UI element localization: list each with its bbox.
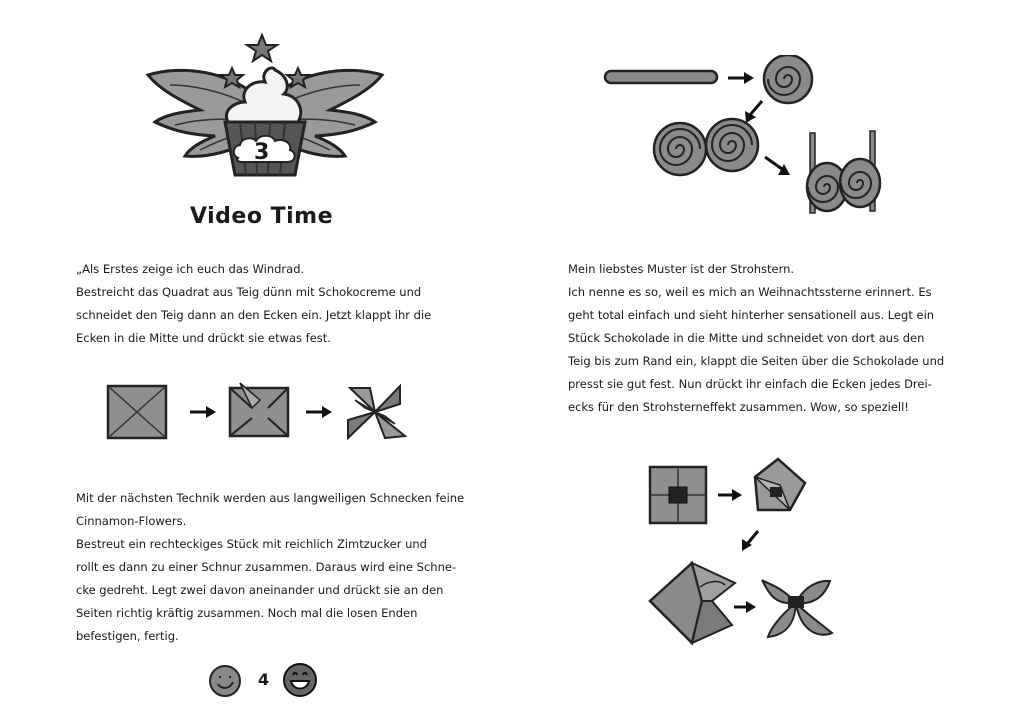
cinnamon-roll-steps-illustration	[600, 55, 890, 230]
left-paragraph-1	[76, 258, 431, 350]
straw-star-icon	[762, 580, 832, 637]
right-paragraph-1	[568, 258, 944, 419]
text-line: rollt es dann zu einer Schnur zusammen. Daraus wird eine Schne-	[76, 560, 457, 574]
arrow-right-icon	[190, 406, 216, 418]
text-line: Bestreicht das Quadrat aus Teig dünn mit Schokocreme und	[76, 285, 422, 299]
dough-square-chocolate-icon	[650, 467, 706, 523]
straw-star-steps-illustration	[640, 455, 840, 655]
grinning-face-icon	[282, 662, 318, 698]
arrow-right-icon	[306, 406, 332, 418]
pinwheel-icon	[348, 386, 405, 438]
text-line: Seiten richtig kräftig zusammen. Noch mal die losen Enden	[76, 606, 418, 620]
text-line: Cinnamon-Flowers.	[76, 514, 187, 528]
arrow-down-left-icon	[742, 531, 758, 551]
text-line: Ecken in die Mitte und drückt sie etwas fest.	[76, 331, 331, 345]
smiley-icon	[208, 664, 242, 698]
roll-icon	[764, 55, 812, 103]
arrow-right-icon	[718, 489, 742, 501]
dough-square-icon	[108, 386, 166, 438]
pinwheel-steps-illustration	[100, 378, 420, 448]
text-line: „Als Erstes zeige ich euch das Windrad.	[76, 262, 305, 276]
pressed-rolls-icon	[807, 131, 880, 213]
text-line: Teig bis zum Rand ein, klappt die Seiten über die Schokolade und	[568, 354, 945, 368]
text-line: Mein liebstes Muster ist der Strohstern.	[568, 262, 795, 276]
text-line: cke gedreht. Legt zwei davon aneinander und drückt sie an den	[76, 583, 444, 597]
text-line: presst sie gut fest. Nun drückt ihr einfach die Ecken jedes Drei-	[568, 377, 932, 391]
page-title: Video Time	[190, 204, 334, 229]
text-line: geht total einfach und sieht hinterher sensationell aus. Legt ein	[568, 308, 935, 322]
cut-square-icon	[230, 383, 288, 436]
cupcake-wings-badge-icon	[140, 30, 390, 195]
text-line: schneidet den Teig dann an den Ecken ein. Jetzt klappt ihr die	[76, 308, 432, 322]
arrow-down-right-icon	[765, 157, 790, 175]
arrow-right-icon	[734, 601, 756, 613]
folded-points-icon	[650, 563, 735, 643]
text-line: Bestreut ein rechteckiges Stück mit reichlich Zimtzucker und	[76, 537, 427, 551]
folded-square-icon	[755, 459, 805, 510]
arrow-right-icon	[728, 72, 754, 84]
arrow-down-left-icon	[745, 101, 762, 123]
page-number: 4	[258, 670, 270, 689]
badge-number: 3	[254, 140, 270, 165]
two-rolls-icon	[654, 119, 758, 175]
left-paragraph-2	[76, 487, 464, 648]
text-line: befestigen, fertig.	[76, 629, 179, 643]
text-line: Mit der nächsten Technik werden aus langweiligen Schnecken feine	[76, 491, 465, 505]
text-line: Stück Schokolade in die Mitte und schneidet von dort aus den	[568, 331, 925, 345]
text-line: Ich nenne es so, weil es mich an Weihnachtssterne erinnert. Es	[568, 285, 932, 299]
text-line: ecks für den Strohsterneffekt zusammen. Wow, so speziell!	[568, 400, 909, 414]
